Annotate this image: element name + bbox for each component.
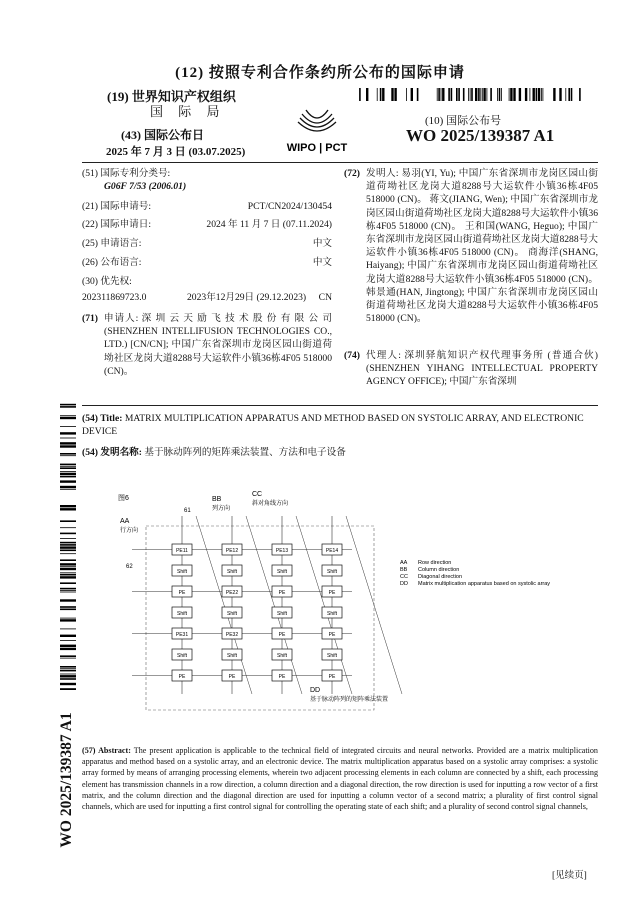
shift-element-label: Shift	[326, 569, 338, 575]
systolic-array-figure	[112, 488, 602, 724]
publication-number-label: (10) 国际公布号	[425, 115, 502, 127]
field-51-value: G06F 7/53 (2006.01)	[104, 181, 187, 193]
field-22-label: (22) 国际申请日:	[82, 219, 152, 230]
shift-element-label: Shift	[276, 611, 288, 617]
processing-element-label: PE12	[225, 548, 239, 554]
legend-key: AA	[400, 560, 408, 566]
processing-element-label: PE31	[175, 632, 189, 638]
legend-text: Diagonal direction	[418, 574, 463, 580]
continued-note: [见续页]	[552, 871, 587, 881]
office-name-text: 世界知识产权组织	[131, 89, 236, 104]
processing-element-label: PE	[328, 632, 336, 638]
figure-legend	[400, 560, 550, 587]
priority-row	[82, 291, 332, 305]
field-71-label: (71)	[82, 313, 98, 324]
field-26-label: (26) 公布语言:	[82, 257, 142, 268]
priority-date: 2023年12月29日 (29.12.2023)	[187, 292, 307, 304]
label-cc-cn: 斜对角线方向	[252, 501, 289, 507]
field-74-text: 代理人: 深圳驿航知识产权代理事务所 (普通合伙) (SHENZHEN YIHANG INTELLECTUAL PROPERTY AGENCY OFFICE); 中国广东省深圳	[366, 350, 598, 388]
processing-element-label: PE	[328, 674, 336, 680]
office-code: (19)	[107, 89, 129, 104]
field-22	[82, 218, 332, 231]
document-title: (12) 按照专利合作条约所公布的国际申请	[175, 65, 465, 81]
shift-element-label: Shift	[326, 611, 338, 617]
side-publication-number-text: WO 2025/139387 A1	[58, 712, 75, 848]
diagonal-channel	[346, 516, 402, 694]
processing-element-label: PE	[178, 590, 186, 596]
shift-element-label: Shift	[326, 653, 338, 659]
field-74	[344, 349, 598, 389]
field-51-label: (51) 国际专利分类号:	[82, 168, 171, 179]
shift-element-label: Shift	[176, 653, 188, 659]
field-71-text: 申请人: 深 圳 云 天 励 飞 技 术 股 份 有 限 公 司(SHENZHEN INTELLIFUSION TECHNOLOGIES CO., LTD.) [CN/CN]; 中国广东省深圳市龙岗区园山街道荷坳社区龙岗大道8288号大运软件小镇36栋4F05 518000 (CN)。	[104, 313, 332, 377]
processing-element-label: PE	[228, 674, 236, 680]
legend-text: Column direction	[418, 567, 460, 573]
field-26	[82, 256, 332, 269]
processing-element-label: PE11	[176, 548, 188, 554]
abstract	[82, 745, 598, 812]
processing-element-label: PE22	[225, 590, 239, 596]
field-72	[344, 167, 598, 325]
abstract-label: (57) Abstract:	[82, 746, 131, 755]
wipo-logo	[272, 106, 362, 154]
legend-text: Matrix multiplication apparatus based on systolic array	[418, 581, 551, 587]
field-71	[82, 312, 332, 378]
barcode-top	[353, 88, 581, 101]
english-title	[82, 413, 598, 438]
processing-element-label: PE	[278, 632, 286, 638]
processing-element-label: PE13	[275, 548, 289, 554]
shift-element-label: Shift	[176, 569, 188, 575]
field-25-label: (25) 申请语言:	[82, 238, 142, 249]
legend-key: BB	[400, 567, 408, 573]
legend-key: CC	[400, 574, 408, 580]
field-51	[82, 167, 332, 193]
field-72-label: (72)	[344, 168, 360, 179]
processing-element-label: PE	[278, 674, 286, 680]
field-26-value: 中文	[312, 257, 332, 268]
abstract-text: The present application is applicable to the technical field of integrated circuits and neural networks. Provided are a matrix multiplication apparatus and method based on a systolic array, and an electronic device. The matrix multiplication apparatus based on a systolic array comprises: a systolic array formed by means of arranging processing elements, wherein two adjacent processing elements in each column are connected by a shift, each processing element has transmission channels in a row direction, a column direction and a diagonal direction, the row direction is used for inputting a row vector of a first matrix, and the column direction and the diagonal direction are used for inputting a column vector of a second matrix; a plurality of first control signal channels, which are used for inputting a first control signal for controlling the operating state of each shift; and a plurality of second control signal channels,	[82, 746, 598, 812]
figure-label: 图6	[118, 495, 129, 502]
publication-number: WO 2025/139387 A1	[406, 126, 555, 145]
chinese-title	[82, 444, 598, 458]
shift-element-label: Shift	[226, 569, 238, 575]
shift-element-label: Shift	[276, 569, 288, 575]
processing-element-label: PE	[278, 590, 286, 596]
shift-element-label: Shift	[226, 653, 238, 659]
field-30	[82, 275, 332, 305]
shift-element-label: Shift	[276, 653, 288, 659]
legend-text: Row direction	[418, 560, 452, 566]
publication-date-label: (43) 国际公布日	[121, 128, 204, 142]
label-aa-cn: 行方向	[120, 528, 139, 534]
english-title-label: (54) Title:	[82, 413, 123, 424]
field-30-label: (30) 优先权:	[82, 276, 132, 287]
field-25	[82, 237, 332, 250]
ref-61: 61	[184, 508, 191, 514]
label-bb: BB	[212, 496, 222, 503]
ref-62: 62	[126, 564, 133, 570]
field-21-value: PCT/CN2024/130454	[247, 201, 332, 212]
legend-key: DD	[400, 581, 408, 587]
field-21-label: (21) 国际申请号:	[82, 201, 152, 212]
header-divider	[82, 162, 598, 163]
office-subname: 国 际 局	[150, 104, 226, 119]
chinese-title-text: 基于脉动阵列的矩阵乘法装置、方法和电子设备	[144, 447, 346, 458]
biblio-divider	[82, 405, 598, 406]
label-bb-cn: 列方向	[212, 506, 231, 512]
label-aa: AA	[120, 518, 130, 525]
processing-element-label: PE	[328, 590, 336, 596]
side-publication-number	[56, 700, 78, 860]
field-25-value: 中文	[312, 238, 332, 249]
diagonal-channel	[196, 516, 252, 694]
processing-element-label: PE	[178, 674, 186, 680]
field-21	[82, 200, 332, 213]
english-title-text: MATRIX MULTIPLICATION APPARATUS AND METHOD BASED ON SYSTOLIC ARRAY, AND ELECTRONIC DEVICE	[82, 413, 584, 437]
field-74-label: (74)	[344, 350, 360, 361]
label-cc: CC	[252, 491, 263, 498]
diagonal-channel	[246, 516, 302, 694]
field-22-value: 2024 年 11 月 7 日 (07.11.2024)	[206, 219, 332, 230]
wipo-logo-text: WIPO | PCT	[286, 142, 348, 154]
barcode-side	[60, 400, 76, 690]
processing-element-label: PE32	[225, 632, 239, 638]
priority-number: 202311869723.0	[82, 292, 147, 304]
shift-element-label: Shift	[226, 611, 238, 617]
field-72-text: 发明人: 易羽(YI, Yu); 中国广东省深圳市龙岗区园山街道荷坳社区龙岗大道8288号大运软件小镇36栋4F05 518000 (CN)。 蒋文(JIANG, Wen); 中国广东省深圳市龙岗区园山街道荷坳社区龙岗大道8288号大运软件小镇36栋4F05 518000 (CN)。 王和国(WANG, Heguo); 中国广东省深圳市龙岗区园山街道荷坳社区龙岗大道8288号大运软件小镇36栋4F05 518000 (CN)。 商海洋(SHANG, Haiyang); 中国广东省深圳市龙岗区园山街道荷坳社区龙岗大道8288号大运软件小镇36栋4F05 518000 (CN)。 韩景通(HAN, Jingtong); 中国广东省深圳市龙岗区园山街道荷坳社区龙岗大道8288号大运软件小镇36栋4F05 518000 (CN)。	[366, 168, 598, 325]
publication-date: 2025 年 7 月 3 日 (03.07.2025)	[106, 146, 246, 158]
pe-grid	[132, 516, 402, 694]
label-dd: DD	[310, 687, 321, 694]
priority-country: CN	[318, 292, 332, 304]
processing-element-label: PE14	[325, 548, 339, 554]
chinese-title-label: (54) 发明名称:	[82, 447, 142, 458]
label-dd-cn: 基于脉动阵列的矩阵乘法装置	[310, 697, 389, 703]
shift-element-label: Shift	[176, 611, 188, 617]
diagonal-channel	[296, 516, 352, 694]
